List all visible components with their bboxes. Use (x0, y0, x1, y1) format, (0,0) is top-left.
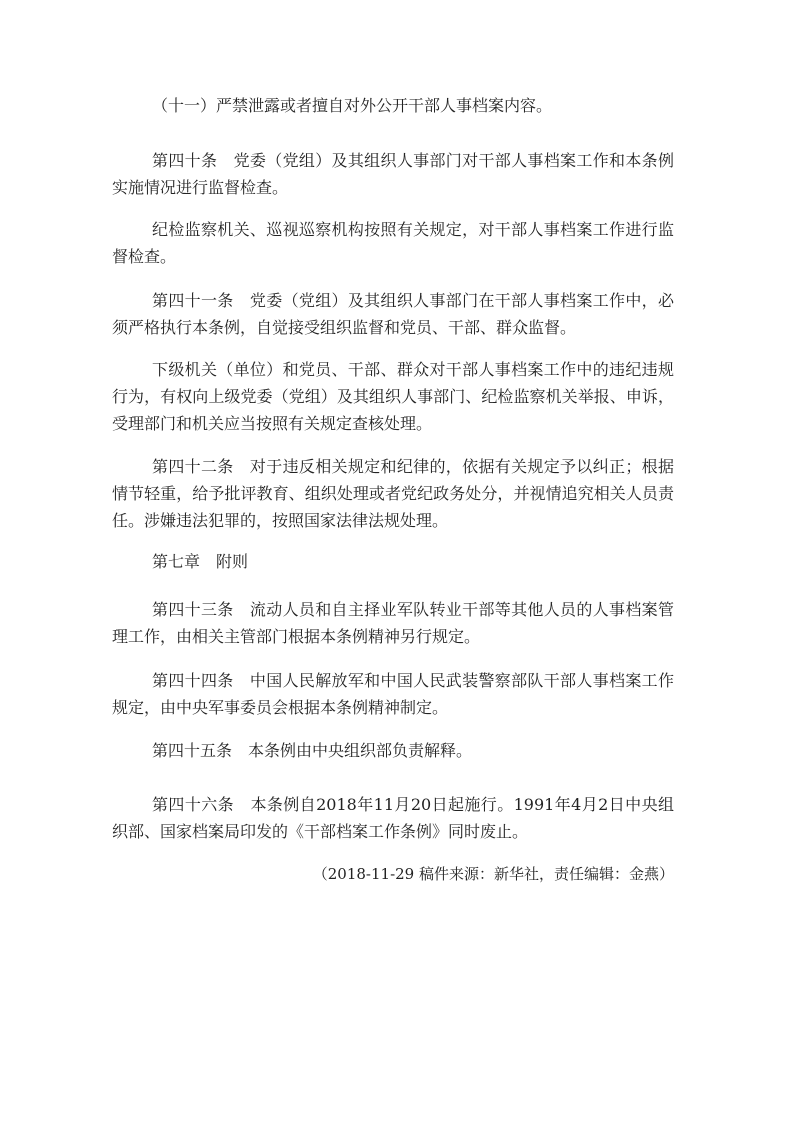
paragraph-discipline-inspection: 纪检监察机关、巡视巡察机构按照有关规定，对干部人事档案工作进行监督检查。 (112, 220, 674, 266)
paragraph-article-43: 第四十三条 流动人员和自主择业军队转业干部等其他人员的人事档案管理工作，由相关主管部门根据本条例精神另行规定。 (112, 600, 674, 646)
paragraph-lower-level-report: 下级机关（单位）和党员、干部、群众对干部人事档案工作中的违纪违规行为，有权向上级党委（党组）及其组织人事部门、纪检监察机关举报、申诉，受理部门和机关应当按照有关规定查核处理。 (112, 360, 674, 433)
paragraph-item-11: （十一）严禁泄露或者擅自对外公开干部人事档案内容。 (152, 96, 553, 115)
source-footer: （2018-11-29 稿件来源：新华社，责任编辑：金燕） (312, 865, 674, 883)
paragraph-article-44: 第四十四条 中国人民解放军和中国人民武装警察部队干部人事档案工作规定，由中央军事委员会根据本条例精神制定。 (112, 671, 674, 717)
paragraph-article-41: 第四十一条 党委（党组）及其组织人事部门在干部人事档案工作中，必须严格执行本条例，自觉接受组织监督和党员、干部、群众监督。 (112, 291, 674, 337)
paragraph-article-40: 第四十条 党委（党组）及其组织人事部门对干部人事档案工作和本条例实施情况进行监督检查。 (112, 151, 674, 197)
paragraph-article-45: 第四十五条 本条例由中央组织部负责解释。 (152, 741, 473, 760)
paragraph-article-46: 第四十六条 本条例自2018年11月20日起施行。1991年4月2日中央组织部、国家档案局印发的《干部档案工作条例》同时废止。 (112, 795, 674, 841)
document-body (112, 0, 674, 1122)
paragraph-article-42: 第四十二条 对于违反相关规定和纪律的，依据有关规定予以纠正；根据情节轻重，给予批评教育、组织处理或者党纪政务处分，并视情追究相关人员责任。涉嫌违法犯罪的，按照国家法律法规处理。 (112, 457, 674, 530)
chapter-heading: 第七章 附则 (152, 552, 249, 571)
